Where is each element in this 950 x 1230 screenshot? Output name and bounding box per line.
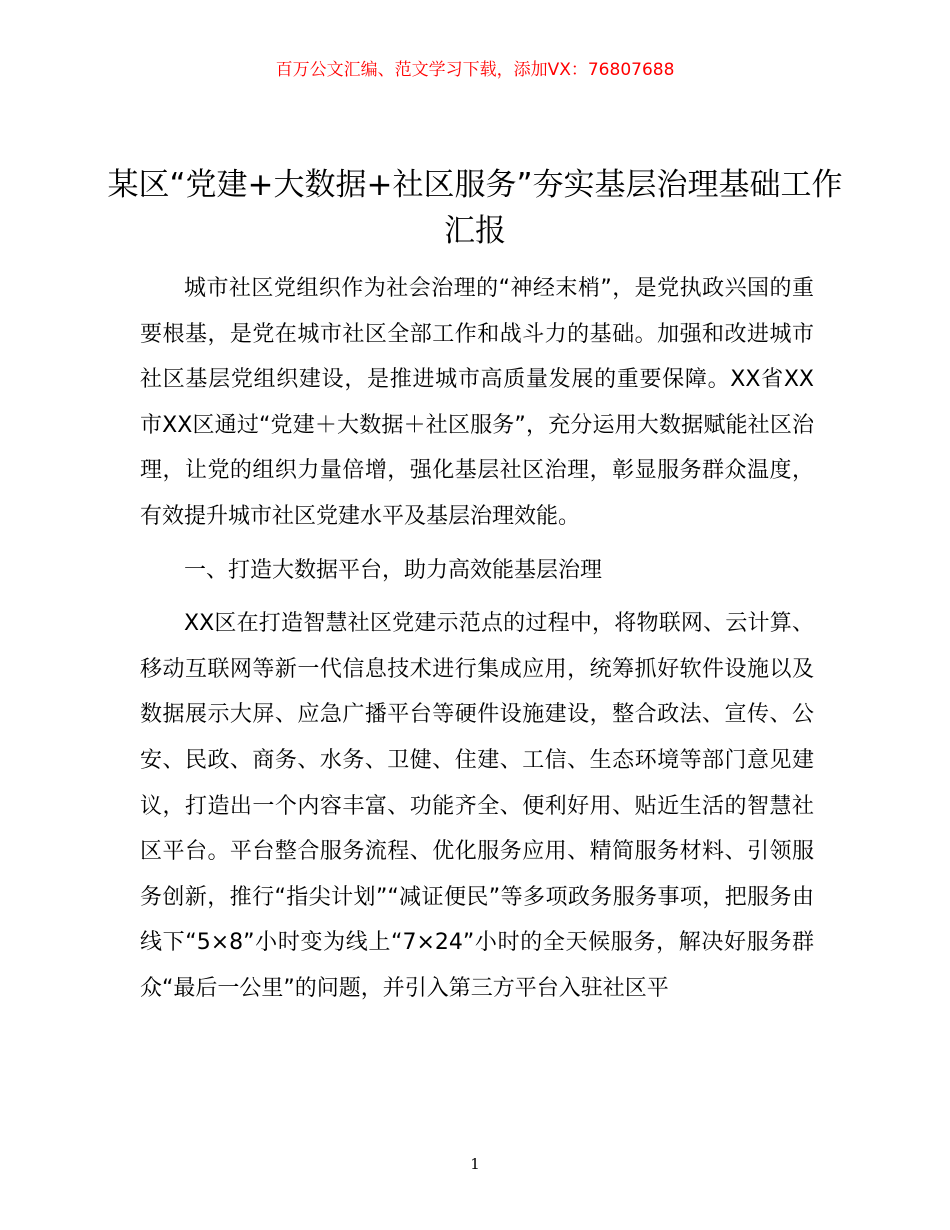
body-paragraph: XX区在打造智慧社区党建示范点的过程中，将物联网、云计算、移动互联网等新一代信息技术进行集成应用，统筹抓好软件设施以及数据展示大屏、应急广播平台等硬件设施建设，整合政法、宣传、公安、民政、商务、水务、卫健、住建、工信、生态环境等部门意见建议，打造出一个内容丰富、功能齐全、便利好用、贴近生活的智慧社区平台。平台整合服务流程、优化服务应用、精简服务材料、引领服务创新，推行“指尖计划”“减证便民”等多项政务服务事项，把服务由线下“5×8”小时变为线上“7×24”小时的全天候服务，解决好服务群众“最后一公里”的问题，并引入第三方平台入驻社区平 bbox=[140, 611, 814, 1001]
intro-paragraph: 城市社区党组织作为社会治理的“神经末梢”，是党执政兴国的重要根基，是党在城市社区全部工作和战斗力的基础。加强和改进城市社区基层党组织建设，是推进城市高质量发展的重要保障。XX省XX市XX区通过“党建＋大数据＋社区服务”，充分运用大数据赋能社区治理，让党的组织力量倍增，强化基层社区治理，彰显服务群众温度，有效提升城市社区党建水平及基层治理效能。 bbox=[140, 276, 814, 529]
page-number: 1 bbox=[470, 1155, 480, 1173]
document-body bbox=[140, 266, 814, 1020]
header-watermark-note: 百万公文汇编、范文学习下载，添加VX：76807688 bbox=[275, 60, 675, 80]
section-heading: 一、打造大数据平台，助力高效能基层治理 bbox=[184, 557, 603, 583]
document-title: 某区“党建+大数据+社区服务”夯实基层治理基础工作汇报 bbox=[107, 167, 843, 249]
